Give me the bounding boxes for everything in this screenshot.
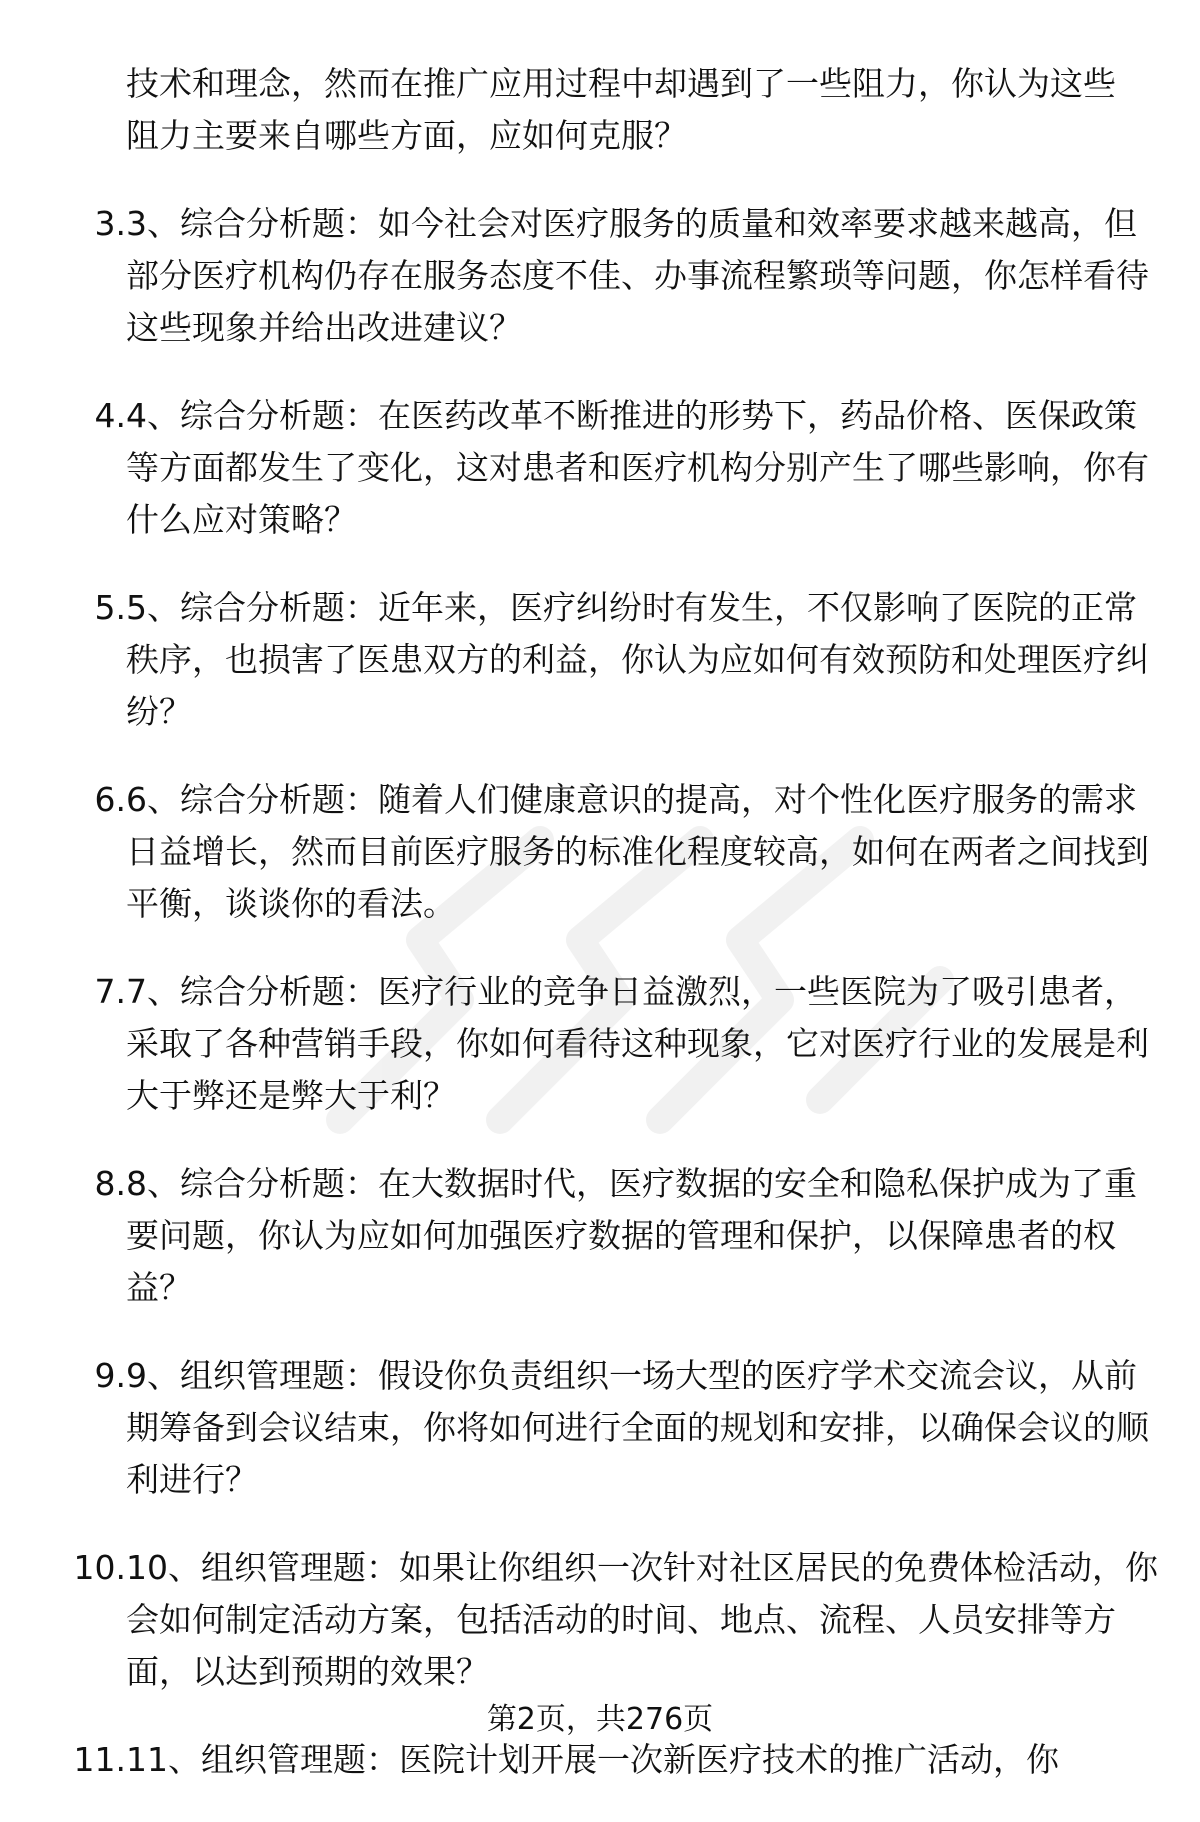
question-text: 7、综合分析题：医疗行业的竞争日益激烈，一些医院为了吸引患者，采取了各种营销手段，你如何看待这种现象，它对医疗行业的发展是利大于弊还是弊大于利？ bbox=[126, 972, 1149, 1115]
list-item bbox=[52, 1350, 1162, 1506]
question-list bbox=[52, 198, 1162, 1786]
question-number: 5. bbox=[94, 588, 126, 627]
list-item bbox=[52, 774, 1162, 930]
question-text: 6、综合分析题：随着人们健康意识的提高，对个性化医疗服务的需求日益增长，然而目前医疗服务的标准化程度较高，如何在两者之间找到平衡，谈谈你的看法。 bbox=[126, 780, 1149, 923]
question-text: 10、组织管理题：如果让你组织一次针对社区居民的免费体检活动，你会如何制定活动方案，包括活动的时间、地点、流程、人员安排等方面，以达到预期的效果？ bbox=[126, 1548, 1158, 1691]
list-item bbox=[52, 1542, 1162, 1698]
list-item bbox=[52, 198, 1162, 354]
list-item bbox=[52, 390, 1162, 546]
question-text: 8、综合分析题：在大数据时代，医疗数据的安全和隐私保护成为了重要问题，你认为应如何加强医疗数据的管理和保护，以保障患者的权益？ bbox=[126, 1164, 1137, 1307]
question-number: 9. bbox=[94, 1356, 126, 1395]
page-footer: 第2页，共276页 bbox=[486, 1702, 714, 1737]
question-text: 4、综合分析题：在医药改革不断推进的形势下，药品价格、医保政策等方面都发生了变化，这对患者和医疗机构分别产生了哪些影响，你有什么应对策略？ bbox=[126, 396, 1149, 539]
list-item bbox=[52, 966, 1162, 1122]
question-text: 11、组织管理题：医院计划开展一次新医疗技术的推广活动，你 bbox=[126, 1740, 1059, 1779]
list-item bbox=[52, 1158, 1162, 1314]
question-number: 7. bbox=[94, 972, 126, 1011]
question-text: 5、综合分析题：近年来，医疗纠纷时有发生，不仅影响了医院的正常秩序，也损害了医患双方的利益，你认为应如何有效预防和处理医疗纠纷？ bbox=[126, 588, 1149, 731]
question-number: 4. bbox=[94, 396, 126, 435]
list-item bbox=[52, 1734, 1162, 1786]
question-number: 6. bbox=[94, 780, 126, 819]
document-body bbox=[52, 58, 1162, 1822]
question-number: 8. bbox=[94, 1164, 126, 1203]
question-number: 11. bbox=[73, 1740, 126, 1779]
previous-question-continuation: 技术和理念，然而在推广应用过程中却遇到了一些阻力，你认为这些阻力主要来自哪些方面，应如何克服？ bbox=[126, 64, 1116, 155]
question-number: 10. bbox=[73, 1548, 126, 1587]
question-text: 9、组织管理题：假设你负责组织一场大型的医疗学术交流会议，从前期筹备到会议结束，你将如何进行全面的规划和安排，以确保会议的顺利进行？ bbox=[126, 1356, 1149, 1499]
question-text: 3、综合分析题：如今社会对医疗服务的质量和效率要求越来越高，但部分医疗机构仍存在服务态度不佳、办事流程繁琐等问题，你怎样看待这些现象并给出改进建议？ bbox=[126, 204, 1149, 347]
list-item bbox=[52, 582, 1162, 738]
question-number: 3. bbox=[94, 204, 126, 243]
